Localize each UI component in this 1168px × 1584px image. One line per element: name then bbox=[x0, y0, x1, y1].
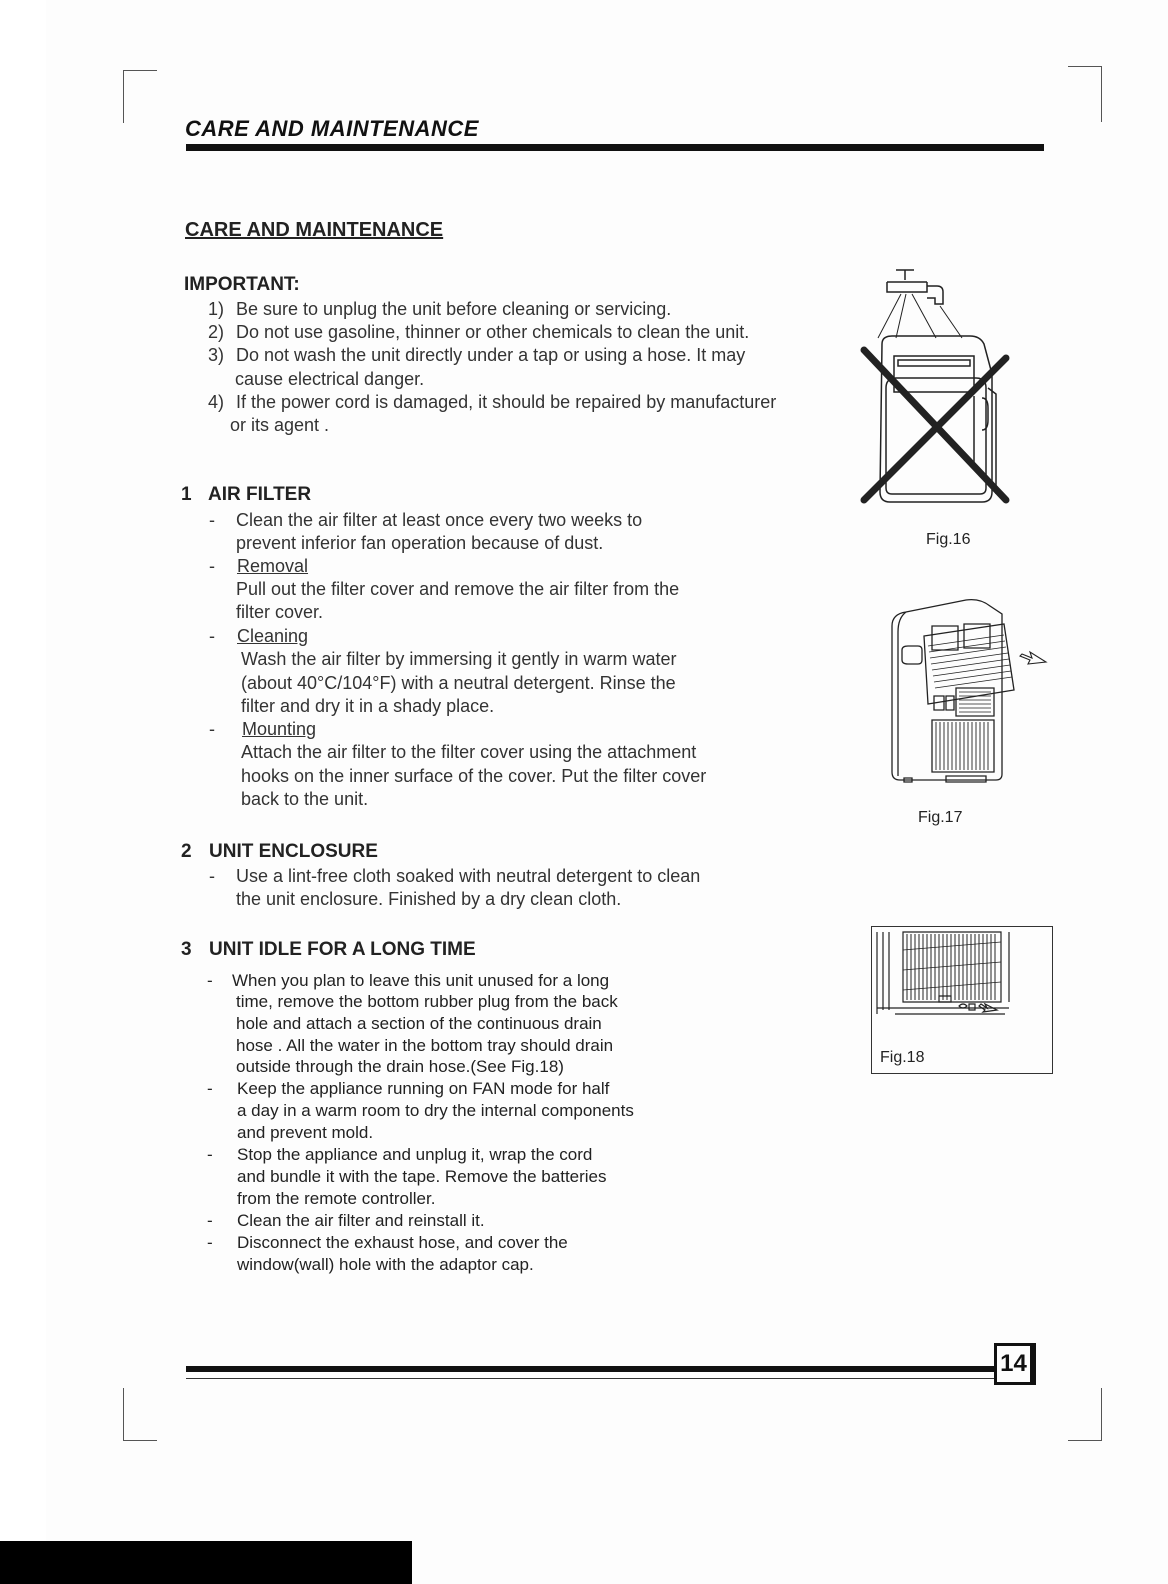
important-item-2 bbox=[208, 321, 750, 344]
bullet-dash: - bbox=[207, 1145, 213, 1164]
idle-bullet-1-line-5: outside through the drain hose.(See Fig.18) bbox=[236, 1057, 564, 1076]
important-item-4-cont: or its agent . bbox=[230, 415, 330, 435]
corner-mark-bottom-left bbox=[123, 1388, 157, 1441]
air-filter-title: AIR FILTER bbox=[208, 484, 312, 505]
item-number: 4) bbox=[208, 392, 225, 412]
idle-bullet-4-line-1: Clean the air filter and reinstall it. bbox=[237, 1211, 485, 1230]
idle-bullet-1-line-4: hose . All the water in the bottom tray should drain bbox=[236, 1036, 614, 1055]
footer-rule bbox=[186, 1366, 994, 1372]
idle-bullet-3-line-2: and bundle it with the tape. Remove the batteries bbox=[237, 1167, 607, 1186]
idle-bullet-5-line-1: Disconnect the exhaust hose, and cover the bbox=[237, 1233, 568, 1252]
air-filter-number: 1 bbox=[181, 484, 192, 505]
removal-line-2: filter cover. bbox=[236, 602, 324, 622]
cleaning-line-3: filter and dry it in a shady place. bbox=[241, 696, 495, 716]
idle-bullet-2-line-1: Keep the appliance running on FAN mode for half bbox=[237, 1079, 610, 1098]
section-title: CARE AND MAINTENANCE bbox=[185, 219, 444, 241]
fig16-caption: Fig.16 bbox=[926, 531, 971, 548]
enclosure-title: UNIT ENCLOSURE bbox=[209, 841, 378, 862]
idle-bullet-2-line-2: a day in a warm room to dry the internal components bbox=[237, 1101, 634, 1120]
mounting-line-2: hooks on the inner surface of the cover. Put the filter cover bbox=[241, 766, 707, 786]
page-number: 14 bbox=[994, 1343, 1036, 1385]
corner-mark-top-right bbox=[1068, 66, 1102, 122]
idle-number: 3 bbox=[181, 939, 192, 960]
corner-mark-bottom-right bbox=[1068, 1388, 1102, 1441]
fig17-filter-removal-illustration bbox=[884, 596, 1054, 786]
air-filter-intro-line-1: Clean the air filter at least once every two weeks to bbox=[236, 510, 643, 530]
air-filter-intro-line-2: prevent inferior fan operation because of dust. bbox=[236, 533, 604, 553]
scan-footer-bar bbox=[0, 1541, 412, 1584]
enclosure-line-1: Use a lint-free cloth soaked with neutral detergent to clean bbox=[236, 866, 701, 886]
removal-heading: Removal bbox=[237, 556, 309, 576]
bullet-dash: - bbox=[209, 719, 215, 739]
item-text: Do not use gasoline, thinner or other chemicals to clean the unit. bbox=[236, 322, 750, 342]
footer-rule-thin bbox=[186, 1378, 994, 1379]
important-item-3-cont: cause electrical danger. bbox=[235, 369, 425, 389]
item-number: 2) bbox=[208, 322, 225, 342]
bullet-dash: - bbox=[209, 510, 215, 530]
cleaning-heading: Cleaning bbox=[237, 626, 309, 646]
idle-bullet-1-line-3: hole and attach a section of the continuous drain bbox=[236, 1014, 602, 1033]
bullet-dash: - bbox=[207, 1079, 213, 1098]
idle-bullet-5-line-2: window(wall) hole with the adaptor cap. bbox=[237, 1255, 534, 1274]
header-rule bbox=[186, 144, 1044, 151]
important-label: IMPORTANT: bbox=[184, 274, 300, 295]
item-text: Be sure to unplug the unit before cleaning or servicing. bbox=[236, 299, 672, 319]
bullet-dash: - bbox=[209, 556, 215, 576]
item-number: 1) bbox=[208, 299, 225, 319]
fig17-caption: Fig.17 bbox=[918, 809, 963, 826]
header-title: CARE AND MAINTENANCE bbox=[185, 116, 479, 141]
idle-bullet-3-line-3: from the remote controller. bbox=[237, 1189, 436, 1208]
enclosure-line-2: the unit enclosure. Finished by a dry clean cloth. bbox=[236, 889, 622, 909]
mounting-line-1: Attach the air filter to the filter cover using the attachment bbox=[241, 742, 697, 762]
idle-bullet-1-line-1: When you plan to leave this unit unused for a long bbox=[232, 971, 610, 990]
important-item-3 bbox=[208, 344, 746, 367]
enclosure-number: 2 bbox=[181, 841, 192, 862]
idle-bullet-3-line-1: Stop the appliance and unplug it, wrap the cord bbox=[237, 1145, 593, 1164]
bullet-dash: - bbox=[209, 866, 215, 886]
item-number: 3) bbox=[208, 345, 225, 365]
bullet-dash: - bbox=[207, 971, 213, 990]
bullet-dash: - bbox=[209, 626, 215, 646]
fig16-no-washing-illustration bbox=[856, 268, 1016, 513]
idle-title: UNIT IDLE FOR A LONG TIME bbox=[209, 939, 476, 960]
important-item-4 bbox=[208, 391, 777, 414]
mounting-heading: Mounting bbox=[242, 719, 317, 739]
fig18-caption: Fig.18 bbox=[880, 1049, 925, 1066]
item-text: If the power cord is damaged, it should be repaired by manufacturer bbox=[236, 392, 777, 412]
idle-bullet-1-line-2: time, remove the bottom rubber plug from the back bbox=[236, 992, 618, 1011]
bullet-dash: - bbox=[207, 1233, 213, 1252]
idle-bullet-2-line-3: and prevent mold. bbox=[237, 1123, 374, 1142]
removal-line-1: Pull out the filter cover and remove the air filter from the bbox=[236, 579, 680, 599]
cleaning-line-1: Wash the air filter by immersing it gently in warm water bbox=[241, 649, 677, 669]
corner-mark-top-left bbox=[123, 70, 157, 123]
cleaning-line-2: (about 40°C/104°F) with a neutral detergent. Rinse the bbox=[241, 673, 676, 693]
mounting-line-3: back to the unit. bbox=[241, 789, 369, 809]
item-text: Do not wash the unit directly under a tap or using a hose. It may bbox=[236, 345, 746, 365]
important-item-1 bbox=[208, 298, 672, 321]
bullet-dash: - bbox=[207, 1211, 213, 1230]
fig18-drain-illustration bbox=[873, 930, 1051, 1026]
